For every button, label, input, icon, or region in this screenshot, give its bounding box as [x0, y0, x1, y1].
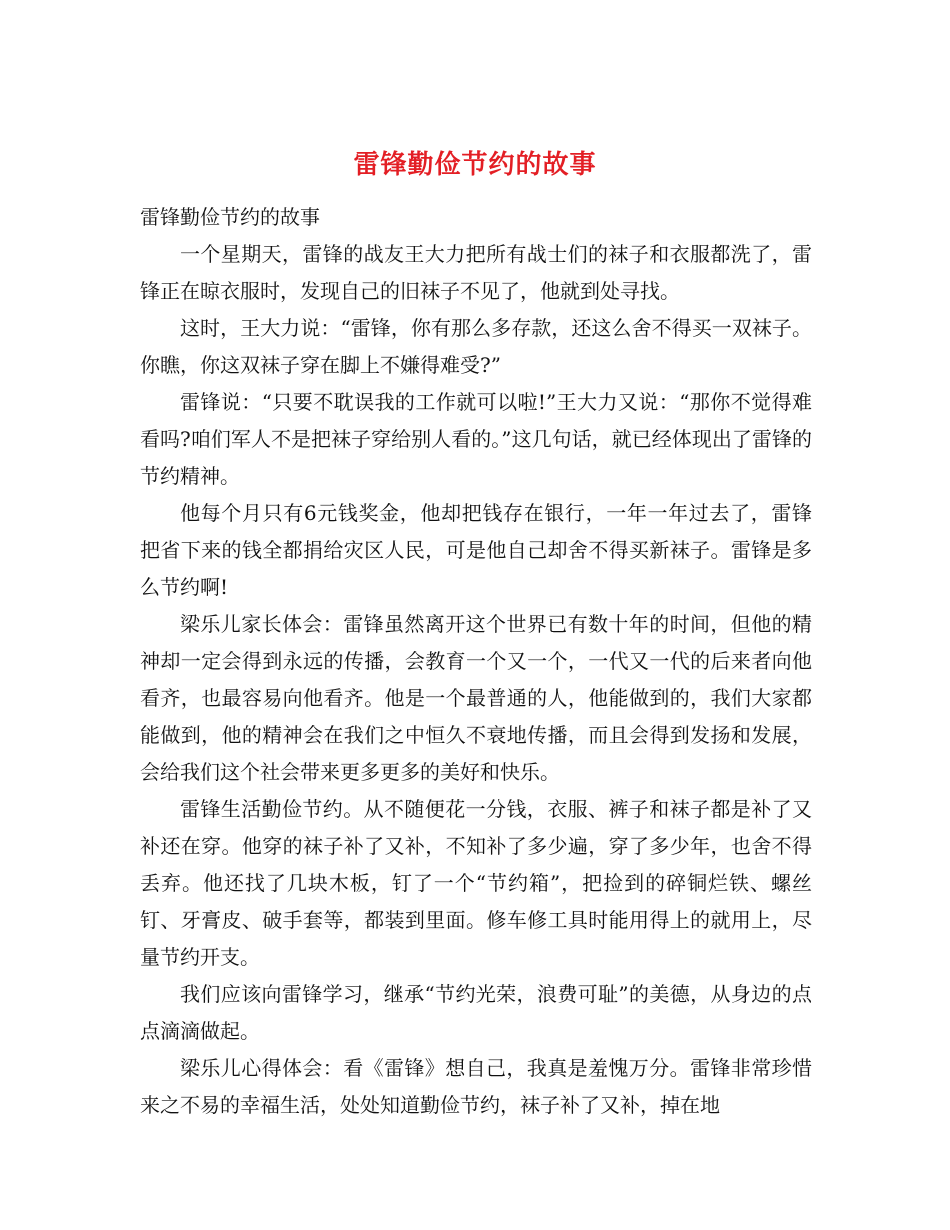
paragraph: 梁乐儿家长体会：雷锋虽然离开这个世界已有数十年的时间，但他的精神却一定会得到永远的传播，会教育一个又一个，一代又一代的后来者向他看齐，也最容易向他看齐。他是一个最普通的人，他能做到的，我们大家都能做到，他的精神会在我们之中恒久不衰地传播，而且会得到发扬和发展，会给我们这个社会带来更多更多的美好和快乐。 [140, 612, 812, 784]
paragraph: 他每个月只有6元钱奖金，他却把钱存在银行，一年一年过去了，雷锋把省下来的钱全都捐给灾区人民，可是他自己却舍不得买新袜子。雷锋是多么节约啊! [140, 501, 812, 599]
paragraph: 我们应该向雷锋学习，继承“节约光荣，浪费可耻”的美德，从身边的点点滴滴做起。 [140, 982, 812, 1043]
document-body [140, 199, 812, 1124]
paragraph: 这时，王大力说：“雷锋，你有那么多存款，还这么舍不得买一双袜子。你瞧，你这双袜子穿在脚上不嫌得难受?” [140, 316, 812, 377]
paragraph: 梁乐儿心得体会：看《雷锋》想自己，我真是羞愧万分。雷锋非常珍惜来之不易的幸福生活，处处知道勤俭节约，袜子补了又补，掉在地 [140, 1056, 812, 1117]
paragraph: 一个星期天，雷锋的战友王大力把所有战士们的袜子和衣服都洗了，雷锋正在晾衣服时，发现自己的旧袜子不见了，他就到处寻找。 [140, 242, 812, 303]
paragraph: 雷锋说：“只要不耽误我的工作就可以啦!”王大力又说：“那你不觉得难看吗?咱们军人不是把袜子穿给别人看的。”这几句话，就已经体现出了雷锋的节约精神。 [140, 390, 812, 488]
body-heading: 雷锋勤俭节约的故事 [140, 205, 320, 229]
paragraph: 雷锋生活勤俭节约。从不随便花一分钱，衣服、裤子和袜子都是补了又补还在穿。他穿的袜子补了又补，不知补了多少遍，穿了多少年，也舍不得丢弃。他还找了几块木板，钉了一个“节约箱”，把捡到的碎铜烂铁、螺丝钉、牙膏皮、破手套等，都装到里面。修车修工具时能用得上的就用上，尽量节约开支。 [140, 797, 812, 969]
document-title: 雷锋勤俭节约的故事 [353, 150, 597, 181]
